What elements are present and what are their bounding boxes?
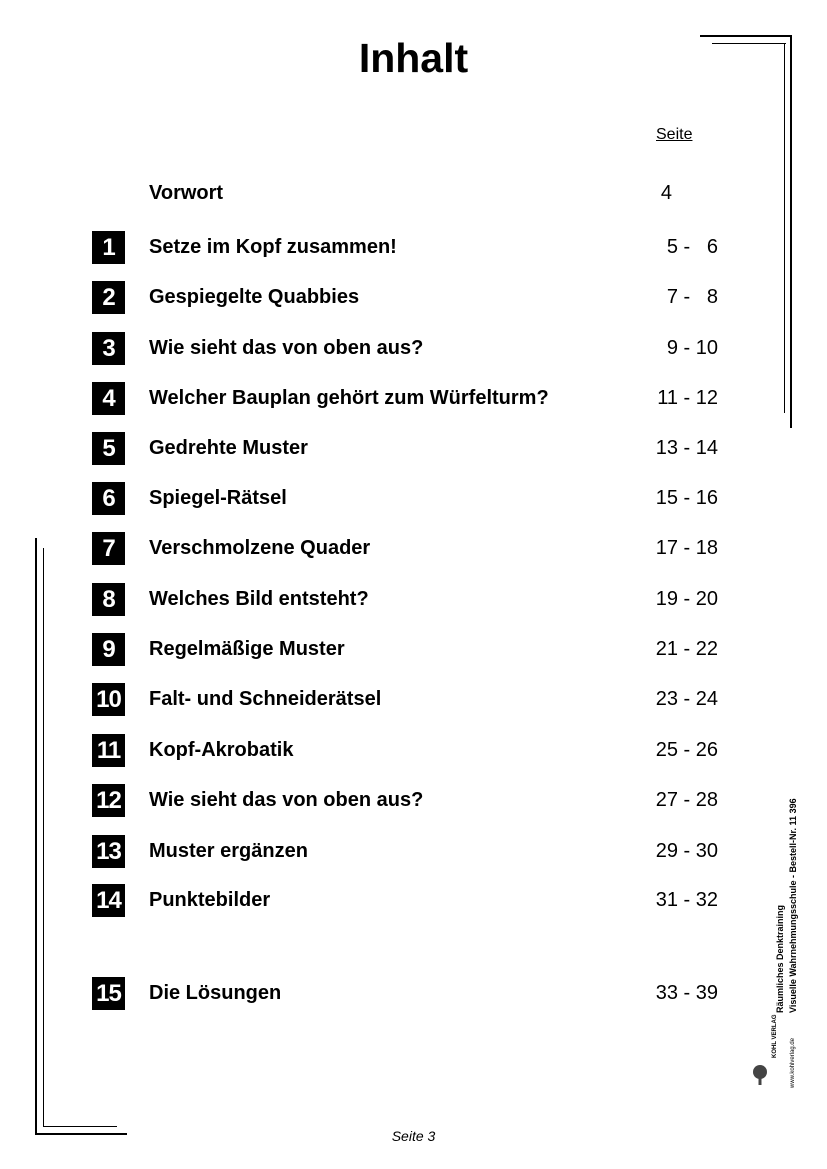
toc-row[interactable]	[0, 177, 827, 211]
toc-entry-title: Gedrehte Muster	[149, 437, 308, 459]
toc-entry-pages: 31 - 32	[655, 889, 718, 911]
toc-entry-pages: 19 - 20	[655, 588, 718, 610]
toc-row[interactable]	[0, 884, 827, 918]
toc-entry-title: Wie sieht das von oben aus?	[149, 789, 424, 811]
chapter-number-badge: 12	[92, 784, 125, 817]
frame-top-right-outer-v	[790, 35, 792, 428]
chapter-number-badge: 8	[92, 583, 125, 616]
toc-row[interactable]	[0, 432, 827, 466]
chapter-number-badge: 4	[92, 382, 125, 415]
publisher-tree-icon	[750, 1064, 770, 1086]
frame-bottom-left-outer-v	[35, 538, 37, 1135]
toc-entry-title: Gespiegelte Quabbies	[149, 286, 360, 308]
toc-entry-pages: 7 - 8	[666, 286, 718, 308]
toc-entry-title: Verschmolzene Quader	[149, 537, 371, 559]
toc-entry-pages: 11 - 12	[657, 387, 718, 409]
chapter-number-badge: 13	[92, 835, 125, 868]
chapter-number-badge: 1	[92, 231, 125, 264]
chapter-number-badge: 14	[92, 884, 125, 917]
chapter-number-badge: 6	[92, 482, 125, 515]
toc-row[interactable]	[0, 835, 827, 869]
chapter-number-badge: 7	[92, 532, 125, 565]
series-title-line2: Visuelle Wahrnehmungsschule - Bestell-Nr. 11 396	[788, 798, 798, 1013]
frame-top-right-outer-h	[700, 35, 792, 37]
toc-row[interactable]	[0, 633, 827, 667]
toc-row[interactable]	[0, 231, 827, 265]
toc-row[interactable]	[0, 583, 827, 617]
toc-entry-title: Die Lösungen	[149, 982, 282, 1004]
toc-entry-title: Welcher Bauplan gehört zum Würfelturm?	[149, 387, 549, 409]
toc-entry-title: Spiegel-Rätsel	[149, 487, 287, 509]
toc-entry-pages: 21 - 22	[655, 638, 718, 660]
publisher-url: www.kohlverlag.de	[790, 1037, 796, 1088]
toc-entry-pages: 5 - 6	[666, 236, 718, 258]
toc-row[interactable]	[0, 683, 827, 717]
toc-entry-title: Regelmäßige Muster	[149, 638, 345, 660]
toc-entry-title: Vorwort	[149, 182, 224, 204]
toc-entry-title: Punktebilder	[149, 889, 271, 911]
page-footer: Seite 3	[391, 1128, 436, 1144]
toc-row[interactable]	[0, 734, 827, 768]
toc-entry-pages: 25 - 26	[655, 739, 718, 761]
toc-entry-title: Setze im Kopf zusammen!	[149, 236, 397, 258]
toc-row[interactable]	[0, 332, 827, 366]
toc-row[interactable]	[0, 482, 827, 516]
chapter-number-badge: 5	[92, 432, 125, 465]
toc-entry-pages: 9 - 10	[666, 337, 718, 359]
toc-entry-pages: 4	[660, 182, 672, 204]
toc-entry-pages: 13 - 14	[655, 437, 718, 459]
toc-entry-pages: 29 - 30	[655, 840, 718, 862]
chapter-number-badge: 10	[92, 683, 125, 716]
series-title-line1: Räumliches Denktraining	[775, 904, 785, 1013]
publisher-logo: KOHL VERLAG	[772, 1014, 778, 1058]
frame-top-right-inner-v	[784, 43, 785, 413]
frame-bottom-left-inner-h	[43, 1126, 117, 1127]
toc-entry-pages: 17 - 18	[655, 537, 718, 559]
toc-entry-pages: 33 - 39	[655, 982, 718, 1004]
toc-entry-title: Falt- und Schneiderätsel	[149, 688, 382, 710]
toc-row[interactable]	[0, 532, 827, 566]
page-title: Inhalt	[358, 35, 469, 81]
toc-entry-title: Welches Bild entsteht?	[149, 588, 369, 610]
publisher-block	[750, 1014, 796, 1090]
frame-top-right-inner-h	[712, 43, 786, 44]
toc-entry-title: Kopf-Akrobatik	[149, 739, 294, 761]
chapter-number-badge: 2	[92, 281, 125, 314]
toc-entry-pages: 15 - 16	[655, 487, 718, 509]
chapter-number-badge: 15	[92, 977, 125, 1010]
toc-row[interactable]	[0, 977, 827, 1011]
chapter-number-badge: 11	[92, 734, 125, 767]
toc-entry-title: Wie sieht das von oben aus?	[149, 337, 424, 359]
toc-entry-pages: 23 - 24	[655, 688, 718, 710]
toc-entry-pages: 27 - 28	[655, 789, 718, 811]
frame-bottom-left-inner-v	[43, 548, 44, 1126]
toc-row[interactable]	[0, 382, 827, 416]
toc-entry-title: Muster ergänzen	[149, 840, 308, 862]
toc-row[interactable]	[0, 784, 827, 818]
toc-row[interactable]	[0, 281, 827, 315]
page-column-header: Seite	[656, 126, 693, 143]
chapter-number-badge: 3	[92, 332, 125, 365]
chapter-number-badge: 9	[92, 633, 125, 666]
